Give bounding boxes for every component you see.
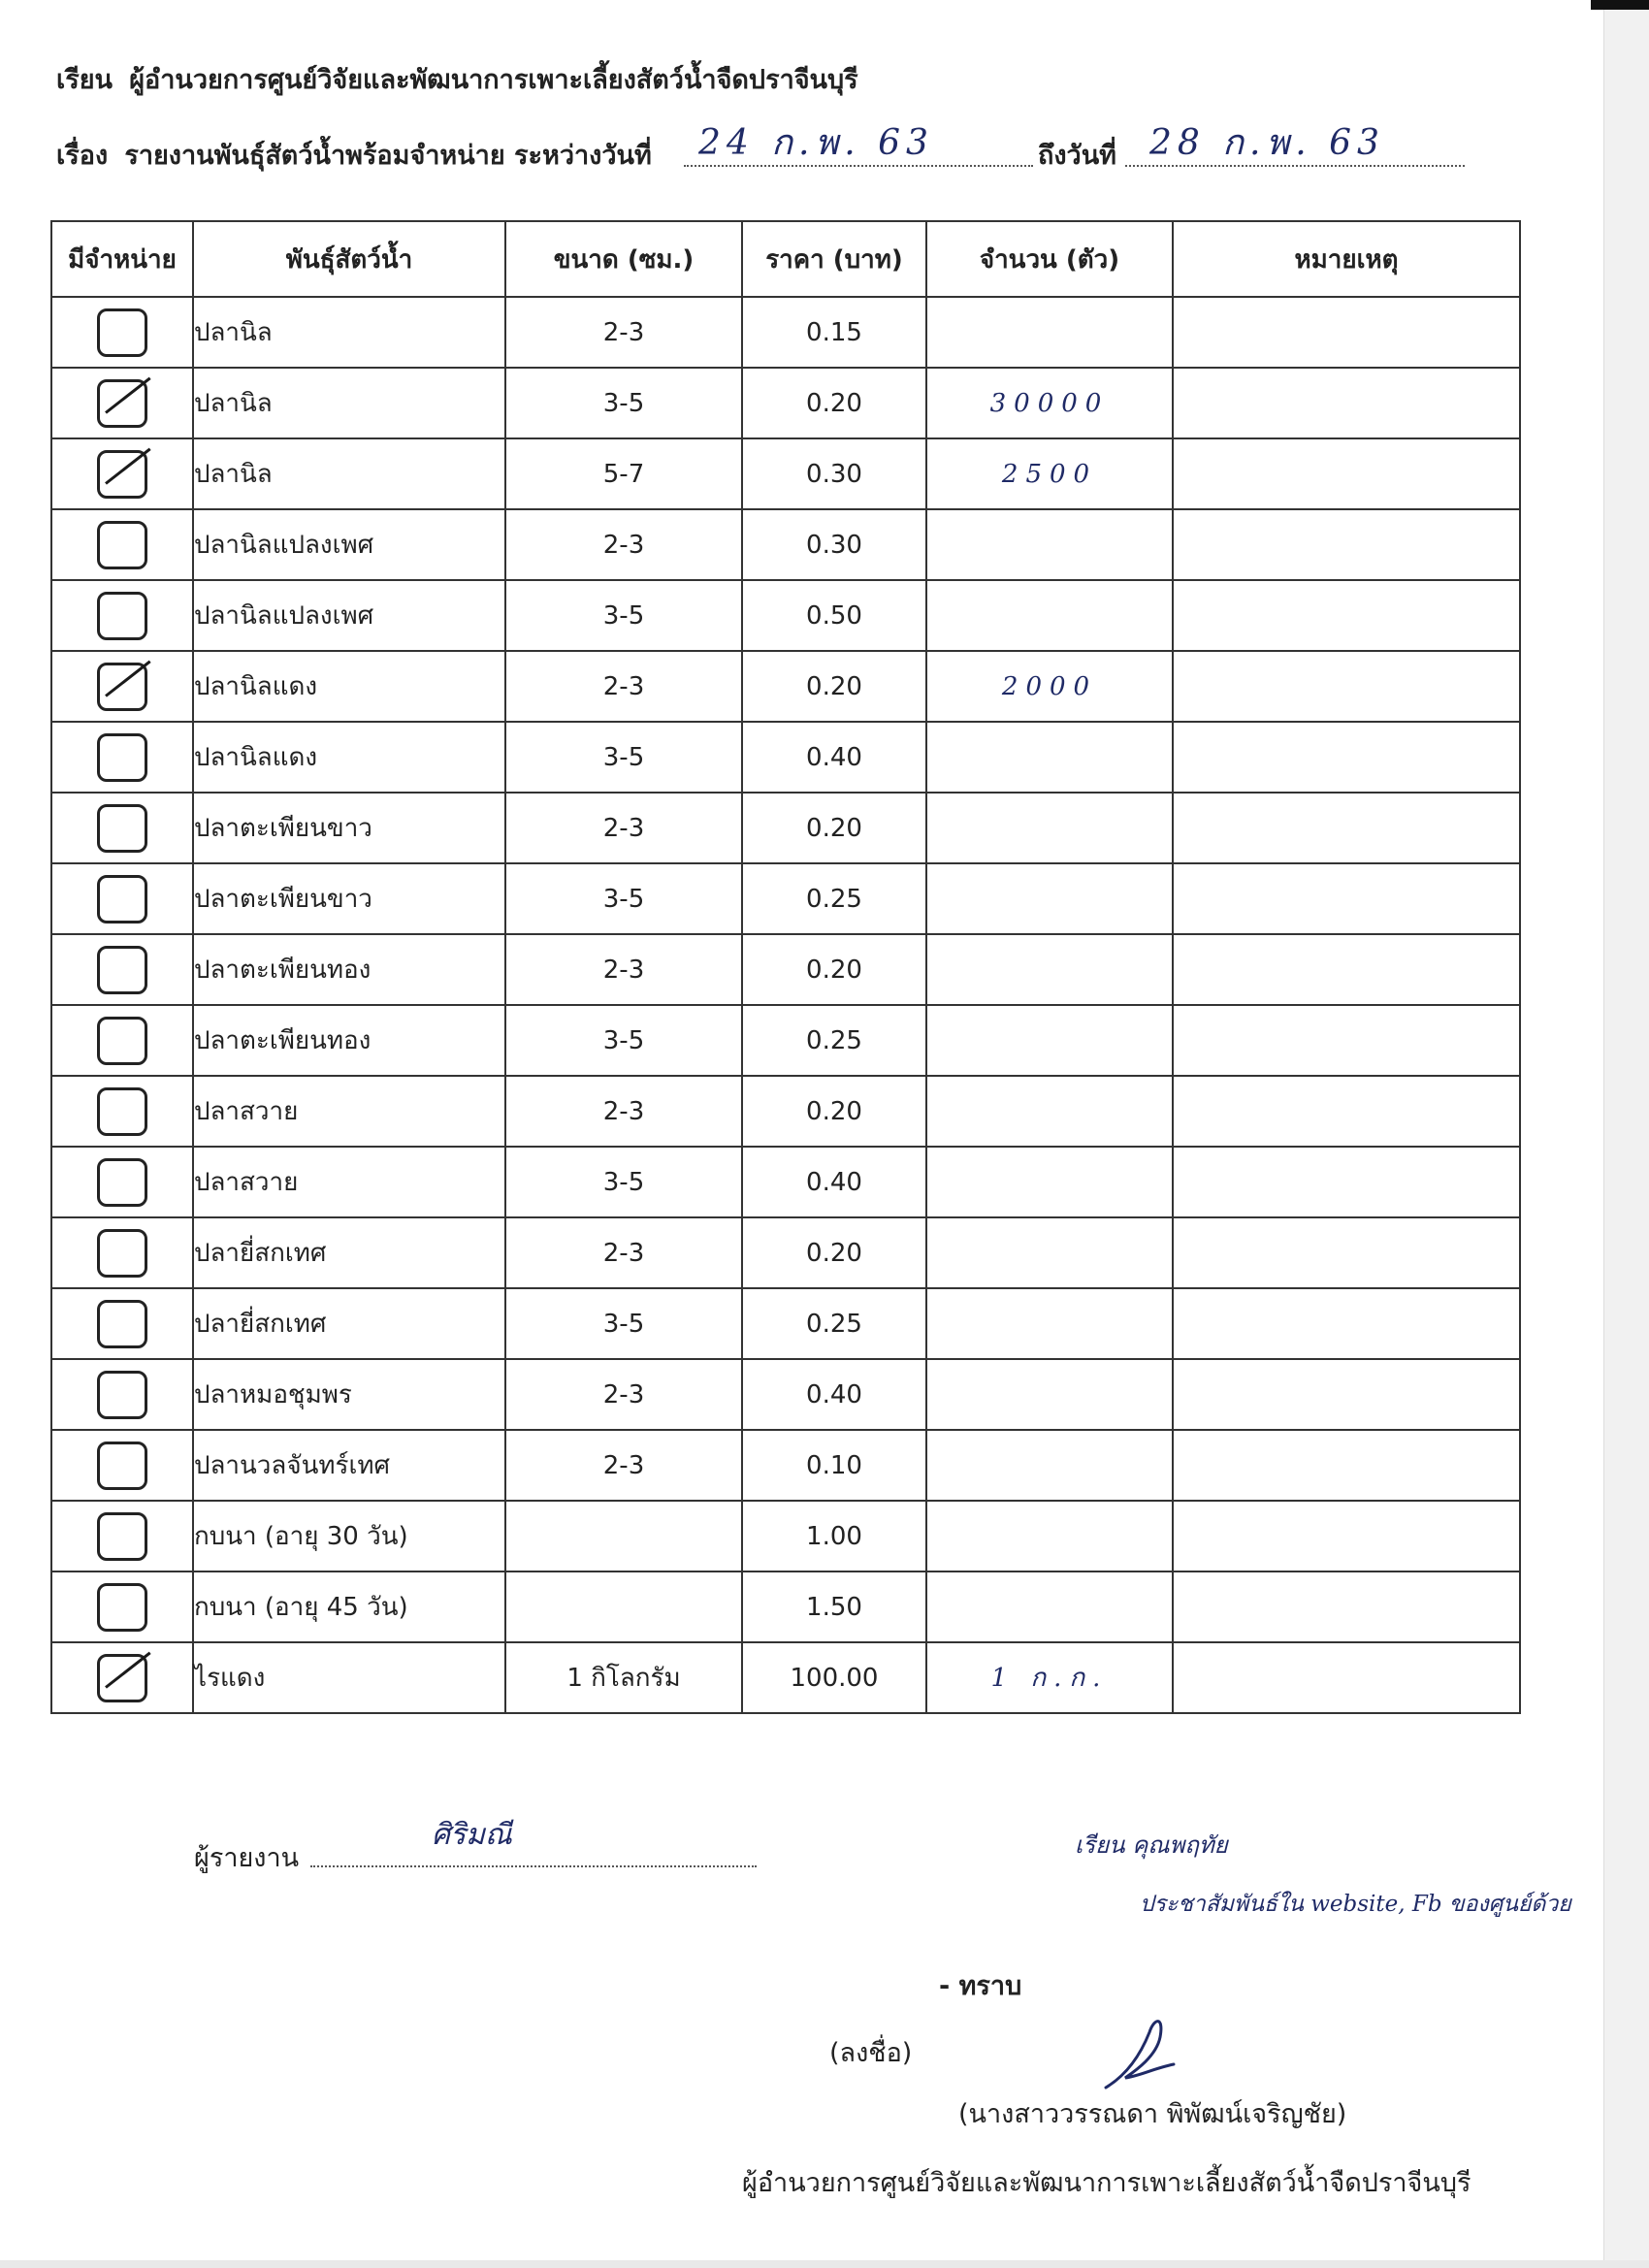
note-cell — [1173, 509, 1520, 580]
to-label: เรียน — [56, 65, 113, 95]
quantity-cell — [926, 1571, 1173, 1642]
table-header-row — [51, 221, 1520, 297]
col-header-note: หมายเหตุ — [1173, 221, 1520, 297]
to-date-label-wrap — [1038, 134, 1116, 176]
species-cell: ปลานวลจันทร์เทศ — [193, 1430, 505, 1501]
quantity-cell — [926, 1501, 1173, 1571]
table-row — [51, 1359, 1520, 1430]
note-cell — [1173, 1642, 1520, 1713]
price-cell: 0.40 — [742, 722, 926, 793]
table-row — [51, 368, 1520, 438]
size-cell: 2-3 — [505, 509, 742, 580]
available-cell — [51, 1147, 193, 1217]
species-cell: ปลานิลแปลงเพศ — [193, 509, 505, 580]
table-row — [51, 1076, 1520, 1147]
species-cell: ปลานิลแดง — [193, 722, 505, 793]
price-cell: 0.20 — [742, 651, 926, 722]
available-checkbox[interactable] — [97, 1158, 147, 1207]
reporter-label: ผู้รายงาน — [194, 1843, 300, 1873]
species-cell: ปลาสวาย — [193, 1076, 505, 1147]
price-cell: 0.25 — [742, 863, 926, 934]
species-cell: ไรแดง — [193, 1642, 505, 1713]
available-cell — [51, 1430, 193, 1501]
director-title: ผู้อำนวยการศูนย์วิจัยและพัฒนาการเพาะเลี้ยงสัตว์น้ำจืดปราจีนบุรี — [742, 2168, 1471, 2198]
note-cell — [1173, 863, 1520, 934]
species-cell: ปลานิล — [193, 297, 505, 368]
note-cell — [1173, 297, 1520, 368]
quantity-cell — [926, 793, 1173, 863]
quantity-cell: 1 ก.ก. — [926, 1642, 1173, 1713]
species-cell: ปลาสวาย — [193, 1147, 505, 1217]
reporter-dotline — [310, 1836, 757, 1867]
price-cell: 0.40 — [742, 1359, 926, 1430]
size-cell: 2-3 — [505, 1217, 742, 1288]
available-cell — [51, 509, 193, 580]
table-row — [51, 1430, 1520, 1501]
price-cell: 100.00 — [742, 1642, 926, 1713]
size-cell: 3-5 — [505, 1005, 742, 1076]
size-cell: 2-3 — [505, 1359, 742, 1430]
to-value: ผู้อำนวยการศูนย์วิจัยและพัฒนาการเพาะเลี้ยงสัตว์น้ำจืดปราจีนบุรี — [129, 65, 858, 95]
available-checkbox[interactable] — [97, 1371, 147, 1419]
size-cell: 5-7 — [505, 438, 742, 509]
table-row — [51, 1147, 1520, 1217]
date-from-handwritten: 24 ก.พ. 63 — [698, 123, 934, 163]
size-cell: 2-3 — [505, 1430, 742, 1501]
quantity-cell: 2000 — [926, 651, 1173, 722]
price-cell: 0.20 — [742, 1217, 926, 1288]
size-cell: 3-5 — [505, 863, 742, 934]
sign-label: (ลงชื่อ) — [829, 2038, 913, 2068]
table-row — [51, 1642, 1520, 1713]
available-checkbox[interactable] — [97, 804, 147, 853]
price-cell: 0.30 — [742, 438, 926, 509]
header-to-line — [56, 58, 858, 100]
price-cell: 0.20 — [742, 793, 926, 863]
quantity-cell — [926, 1359, 1173, 1430]
note-cell — [1173, 722, 1520, 793]
header-subject-line — [56, 134, 652, 176]
reporter-signature: ศิริมณี — [432, 1818, 512, 1852]
available-checkbox[interactable] — [97, 1442, 147, 1490]
table-row — [51, 297, 1520, 368]
species-cell: ปลายี่สกเทศ — [193, 1217, 505, 1288]
table-row — [51, 509, 1520, 580]
quantity-cell — [926, 1288, 1173, 1359]
note-cell — [1173, 1217, 1520, 1288]
price-cell: 0.40 — [742, 1147, 926, 1217]
size-cell: 2-3 — [505, 651, 742, 722]
available-cell — [51, 368, 193, 438]
price-cell: 0.25 — [742, 1288, 926, 1359]
available-checkbox[interactable] — [97, 1583, 147, 1632]
available-cell — [51, 651, 193, 722]
available-checkbox[interactable] — [97, 592, 147, 640]
scan-edge-right — [1603, 0, 1649, 2268]
director-name: (นางสาววรรณดา พิพัฒน์เจริญชัย) — [958, 2099, 1347, 2129]
available-cell — [51, 297, 193, 368]
price-cell: 1.00 — [742, 1501, 926, 1571]
size-cell — [505, 1501, 742, 1571]
size-cell: 1 กิโลกรัม — [505, 1642, 742, 1713]
price-cell: 0.20 — [742, 1076, 926, 1147]
size-cell: 3-5 — [505, 580, 742, 651]
col-header-size: ขนาด (ซม.) — [505, 221, 742, 297]
table-row — [51, 863, 1520, 934]
col-header-quantity: จำนวน (ตัว) — [926, 221, 1173, 297]
available-cell — [51, 1642, 193, 1713]
available-checkbox[interactable] — [97, 1654, 147, 1702]
size-cell — [505, 1571, 742, 1642]
note-cell — [1173, 1005, 1520, 1076]
available-cell — [51, 1288, 193, 1359]
quantity-cell — [926, 1005, 1173, 1076]
table-row — [51, 793, 1520, 863]
table-row — [51, 1288, 1520, 1359]
price-cell: 0.30 — [742, 509, 926, 580]
available-checkbox[interactable] — [97, 521, 147, 569]
size-cell: 3-5 — [505, 722, 742, 793]
available-checkbox[interactable] — [97, 379, 147, 428]
table-row — [51, 1217, 1520, 1288]
species-cell: ปลาหมอชุมพร — [193, 1359, 505, 1430]
quantity-cell — [926, 297, 1173, 368]
species-cell: กบนา (อายุ 45 วัน) — [193, 1571, 505, 1642]
price-cell: 0.25 — [742, 1005, 926, 1076]
available-checkbox[interactable] — [97, 308, 147, 357]
species-cell: ปลายี่สกเทศ — [193, 1288, 505, 1359]
table-row — [51, 651, 1520, 722]
available-cell — [51, 793, 193, 863]
note-cell — [1173, 1147, 1520, 1217]
date-to-handwritten: 28 ก.พ. 63 — [1149, 123, 1385, 163]
price-cell: 0.20 — [742, 934, 926, 1005]
quantity-cell — [926, 1076, 1173, 1147]
available-cell — [51, 863, 193, 934]
available-cell — [51, 934, 193, 1005]
note-cell — [1173, 651, 1520, 722]
note-cell — [1173, 1288, 1520, 1359]
available-checkbox[interactable] — [97, 1017, 147, 1065]
note-cell — [1173, 1571, 1520, 1642]
note-cell — [1173, 580, 1520, 651]
available-checkbox[interactable] — [97, 1229, 147, 1278]
available-checkbox[interactable] — [97, 875, 147, 923]
species-cell: ปลานิลแปลงเพศ — [193, 580, 505, 651]
table-row — [51, 1005, 1520, 1076]
quantity-cell — [926, 1217, 1173, 1288]
price-cell: 0.50 — [742, 580, 926, 651]
available-checkbox[interactable] — [97, 733, 147, 782]
size-cell: 3-5 — [505, 368, 742, 438]
table-row — [51, 1501, 1520, 1571]
note-cell — [1173, 1076, 1520, 1147]
species-cell: ปลาตะเพียนขาว — [193, 793, 505, 863]
acknowledge-text: - ทราบ — [939, 1971, 1022, 2001]
size-cell: 2-3 — [505, 297, 742, 368]
note-cell — [1173, 1430, 1520, 1501]
col-header-species: พันธุ์สัตว์น้ำ — [193, 221, 505, 297]
available-cell — [51, 1217, 193, 1288]
quantity-cell — [926, 934, 1173, 1005]
available-checkbox[interactable] — [97, 450, 147, 499]
species-cell: ปลานิล — [193, 368, 505, 438]
director-signature — [1096, 2008, 1183, 2095]
quantity-cell — [926, 1430, 1173, 1501]
quantity-cell — [926, 509, 1173, 580]
note-cell — [1173, 368, 1520, 438]
table-row — [51, 580, 1520, 651]
handwritten-note-line2: ประชาสัมพันธ์ใน website, Fb ของศูนย์ด้วย — [1140, 1892, 1571, 1917]
note-cell — [1173, 438, 1520, 509]
quantity-cell: 2500 — [926, 438, 1173, 509]
aquatic-species-table — [50, 220, 1521, 1714]
col-header-available: มีจำหน่าย — [51, 221, 193, 297]
species-cell: ปลานิล — [193, 438, 505, 509]
available-cell — [51, 1571, 193, 1642]
note-cell — [1173, 793, 1520, 863]
size-cell: 2-3 — [505, 1076, 742, 1147]
table-row — [51, 438, 1520, 509]
size-cell: 2-3 — [505, 793, 742, 863]
table-row — [51, 934, 1520, 1005]
species-cell: ปลาตะเพียนขาว — [193, 863, 505, 934]
size-cell: 3-5 — [505, 1288, 742, 1359]
available-cell — [51, 580, 193, 651]
available-cell — [51, 1501, 193, 1571]
size-cell: 3-5 — [505, 1147, 742, 1217]
size-cell: 2-3 — [505, 934, 742, 1005]
quantity-cell — [926, 1147, 1173, 1217]
species-cell: กบนา (อายุ 30 วัน) — [193, 1501, 505, 1571]
species-cell: ปลาตะเพียนทอง — [193, 1005, 505, 1076]
quantity-cell: 30000 — [926, 368, 1173, 438]
available-checkbox[interactable] — [97, 663, 147, 711]
note-cell — [1173, 934, 1520, 1005]
available-cell — [51, 1005, 193, 1076]
reporter-line — [194, 1836, 299, 1878]
subject-value: รายงานพันธุ์สัตว์น้ำพร้อมจำหน่าย ระหว่างวันที่ — [124, 141, 652, 171]
available-cell — [51, 722, 193, 793]
note-cell — [1173, 1359, 1520, 1430]
price-cell: 0.10 — [742, 1430, 926, 1501]
scan-edge-bottom — [0, 2260, 1649, 2268]
available-checkbox[interactable] — [97, 1087, 147, 1136]
species-cell: ปลานิลแดง — [193, 651, 505, 722]
quantity-cell — [926, 863, 1173, 934]
available-cell — [51, 438, 193, 509]
table-row — [51, 1571, 1520, 1642]
price-cell: 0.20 — [742, 368, 926, 438]
quantity-cell — [926, 580, 1173, 651]
to-date-label: ถึงวันที่ — [1038, 141, 1116, 171]
quantity-cell — [926, 722, 1173, 793]
available-cell — [51, 1359, 193, 1430]
price-cell: 0.15 — [742, 297, 926, 368]
available-checkbox[interactable] — [97, 946, 147, 994]
available-cell — [51, 1076, 193, 1147]
scan-corner-mark — [1591, 0, 1649, 10]
handwritten-note-line1: เรียน คุณพฤทัย — [1075, 1831, 1228, 1859]
table-row — [51, 722, 1520, 793]
species-cell: ปลาตะเพียนทอง — [193, 934, 505, 1005]
col-header-price: ราคา (บาท) — [742, 221, 926, 297]
subject-label: เรื่อง — [56, 141, 109, 171]
available-checkbox[interactable] — [97, 1512, 147, 1561]
price-cell: 1.50 — [742, 1571, 926, 1642]
note-cell — [1173, 1501, 1520, 1571]
available-checkbox[interactable] — [97, 1300, 147, 1348]
